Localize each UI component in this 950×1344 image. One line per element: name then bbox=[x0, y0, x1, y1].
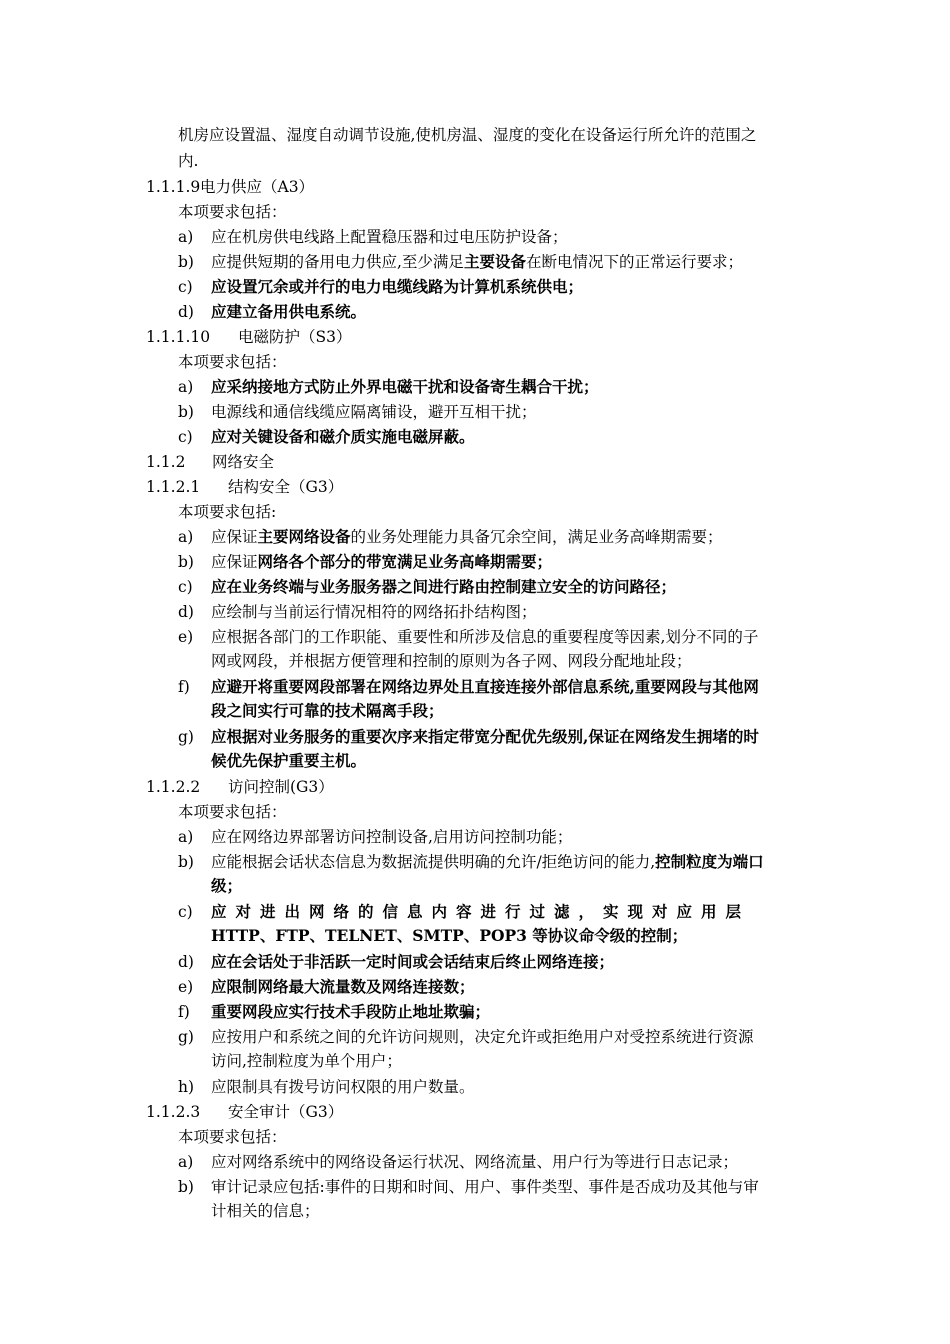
item-text bbox=[211, 526, 723, 548]
intro-line-1: 机房应设置温、湿度自动调节设施,使机房温、湿度的变化在设备运行所允许的范围之 bbox=[178, 126, 757, 144]
item-text: 应在机房供电线路上配置稳压器和过电压防护设备； bbox=[211, 228, 568, 246]
item-label: c) bbox=[178, 578, 193, 596]
item-text: 应限制具有拨号访问权限的用户数量。 bbox=[211, 1078, 475, 1096]
item-text-part: 满足业务高峰期需要； bbox=[397, 552, 553, 571]
item-label: a) bbox=[178, 528, 194, 546]
item-label: a) bbox=[178, 828, 194, 846]
item-text-part: 应能根据会话状态信息为数据流提供明确的允许/拒绝访问的能力, bbox=[211, 853, 656, 871]
item-text bbox=[211, 251, 743, 273]
item-label: g) bbox=[178, 1028, 194, 1046]
section-title: 安全审计（G3） bbox=[228, 1103, 344, 1121]
item-text-line-2: 级； bbox=[211, 876, 243, 895]
section-heading-112 bbox=[146, 451, 275, 473]
item-label: h) bbox=[178, 1078, 195, 1096]
item-text-part: 的业务处理能力具备冗余空间，满足业务高峰期需要； bbox=[350, 528, 723, 546]
item-text: 应设置冗余或并行的电力电缆线路为计算机系统供电； bbox=[211, 277, 584, 296]
item-text: 应建立备用供电系统。 bbox=[211, 302, 367, 321]
item-label: c) bbox=[178, 428, 193, 446]
item-text-line-2: 计相关的信息； bbox=[211, 1202, 320, 1220]
item-text: 重要网段应实行技术手段防止地址欺骗； bbox=[211, 1002, 491, 1021]
item-text: 应限制网络最大流量数及网络连接数； bbox=[211, 977, 475, 996]
item-label: f) bbox=[178, 678, 190, 696]
item-text-line-1: 应按用户和系统之间的允许访问规则，决定允许或拒绝用户对受控系统进行资源 bbox=[211, 1028, 754, 1046]
section-number: 1.1.1.10 bbox=[146, 328, 211, 346]
item-text-line-1: 应根据对业务服务的重要次序来指定带宽分配优先级别,保证在网络发生拥堵的时 bbox=[211, 727, 759, 746]
section-title: 网络安全 bbox=[212, 453, 275, 471]
intro-line-2: 内. bbox=[178, 152, 199, 170]
item-label: b) bbox=[178, 1178, 194, 1196]
item-text-bold: 主要设备 bbox=[463, 252, 526, 271]
item-label: a) bbox=[178, 378, 194, 396]
section-heading-1122 bbox=[146, 776, 334, 798]
item-text-bold: 网络各个部分的带宽 bbox=[257, 552, 398, 571]
section-heading-1121 bbox=[146, 476, 344, 498]
item-label: b) bbox=[178, 553, 194, 571]
item-label: e) bbox=[178, 978, 194, 996]
section-number: 1.1.2.3 bbox=[146, 1103, 201, 1121]
item-text-bold: 控制粒度为端口 bbox=[655, 852, 764, 871]
item-text-part: 应保证 bbox=[211, 528, 258, 546]
section-number: 1.1.2.1 bbox=[146, 478, 201, 496]
item-text: 应对关键设备和磁介质实施电磁屏蔽。 bbox=[211, 427, 475, 446]
item-text-line-2: 访问,控制粒度为单个用户； bbox=[211, 1052, 402, 1070]
item-label: c) bbox=[178, 278, 193, 296]
section-intro: 本项要求包括： bbox=[178, 203, 287, 221]
item-text-line-1: 应对进出网络的信息内容进行过滤，实现对应用层 bbox=[211, 902, 751, 921]
item-label: f) bbox=[178, 1003, 190, 1021]
item-text-line-1 bbox=[211, 851, 764, 873]
item-label: g) bbox=[178, 728, 194, 746]
item-label: a) bbox=[178, 228, 194, 246]
section-title: 访问控制(G3） bbox=[228, 778, 334, 796]
section-heading-1119 bbox=[146, 176, 315, 198]
section-intro: 本项要求包括: bbox=[178, 503, 277, 521]
section-heading-11110 bbox=[146, 326, 352, 348]
section-title: 电磁防护（S3） bbox=[238, 328, 352, 346]
item-text-line-1: 应根据各部门的工作职能、重要性和所涉及信息的重要程度等因素,划分不同的子 bbox=[211, 628, 759, 646]
item-label: d) bbox=[178, 953, 194, 971]
item-label: e) bbox=[178, 628, 194, 646]
section-heading-1123 bbox=[146, 1101, 344, 1123]
item-text: 电源线和通信线缆应隔离铺设，避开互相干扰； bbox=[211, 403, 537, 421]
item-text-line-2: 网或网段，并根据方便管理和控制的原则为各子网、网段分配地址段； bbox=[211, 652, 692, 670]
item-label: a) bbox=[178, 1153, 194, 1171]
item-text-part: 应保证 bbox=[211, 553, 258, 571]
item-text: 应在网络边界部署访问控制设备,启用访问控制功能； bbox=[211, 828, 573, 846]
section-title: 结构安全（G3） bbox=[228, 478, 344, 496]
section-intro: 本项要求包括： bbox=[178, 803, 287, 821]
item-text-line-1: 审计记录应包括:事件的日期和时间、用户、事件类型、事件是否成功及其他与审 bbox=[211, 1178, 759, 1196]
item-label: b) bbox=[178, 403, 194, 421]
item-text-line-2: 候优先保护重要主机。 bbox=[211, 751, 367, 770]
item-text: 应在会话处于非活跃一定时间或会话结束后终止网络连接； bbox=[211, 952, 615, 971]
section-number: 1.1.2 bbox=[146, 453, 186, 471]
section-title: 电力供应（A3） bbox=[200, 178, 315, 196]
item-text bbox=[211, 551, 552, 573]
item-label: d) bbox=[178, 303, 194, 321]
section-intro: 本项要求包括： bbox=[178, 353, 287, 371]
item-text-line-2: HTTP、FTP、TELNET、SMTP、POP3 等协议命令级的控制； bbox=[211, 926, 688, 945]
section-number: 1.1.1.9 bbox=[146, 178, 201, 196]
item-label: c) bbox=[178, 903, 193, 921]
item-label: d) bbox=[178, 603, 194, 621]
item-text: 应在业务终端与业务服务器之间进行路由控制建立安全的访问路径； bbox=[211, 577, 677, 596]
item-text-line-1: 应避开将重要网段部署在网络边界处且直接连接外部信息系统,重要网段与其他网 bbox=[211, 677, 759, 696]
item-label: b) bbox=[178, 853, 194, 871]
item-text: 应采纳接地方式防止外界电磁干扰和设备寄生耦合干扰； bbox=[211, 377, 599, 396]
item-text: 应绘制与当前运行情况相符的网络拓扑结构图； bbox=[211, 603, 537, 621]
item-text-part: 在断电情况下的正常运行要求； bbox=[525, 253, 743, 271]
section-number: 1.1.2.2 bbox=[146, 778, 201, 796]
item-text: 应对网络系统中的网络设备运行状况、网络流量、用户行为等进行日志记录； bbox=[211, 1153, 739, 1171]
item-text-bold: 主要网络设备 bbox=[257, 527, 351, 546]
section-intro: 本项要求包括： bbox=[178, 1128, 287, 1146]
item-label: b) bbox=[178, 253, 194, 271]
item-text-part: 应提供短期的备用电力供应,至少满足 bbox=[211, 253, 464, 271]
item-text-line-2: 段之间实行可靠的技术隔离手段； bbox=[211, 701, 444, 720]
